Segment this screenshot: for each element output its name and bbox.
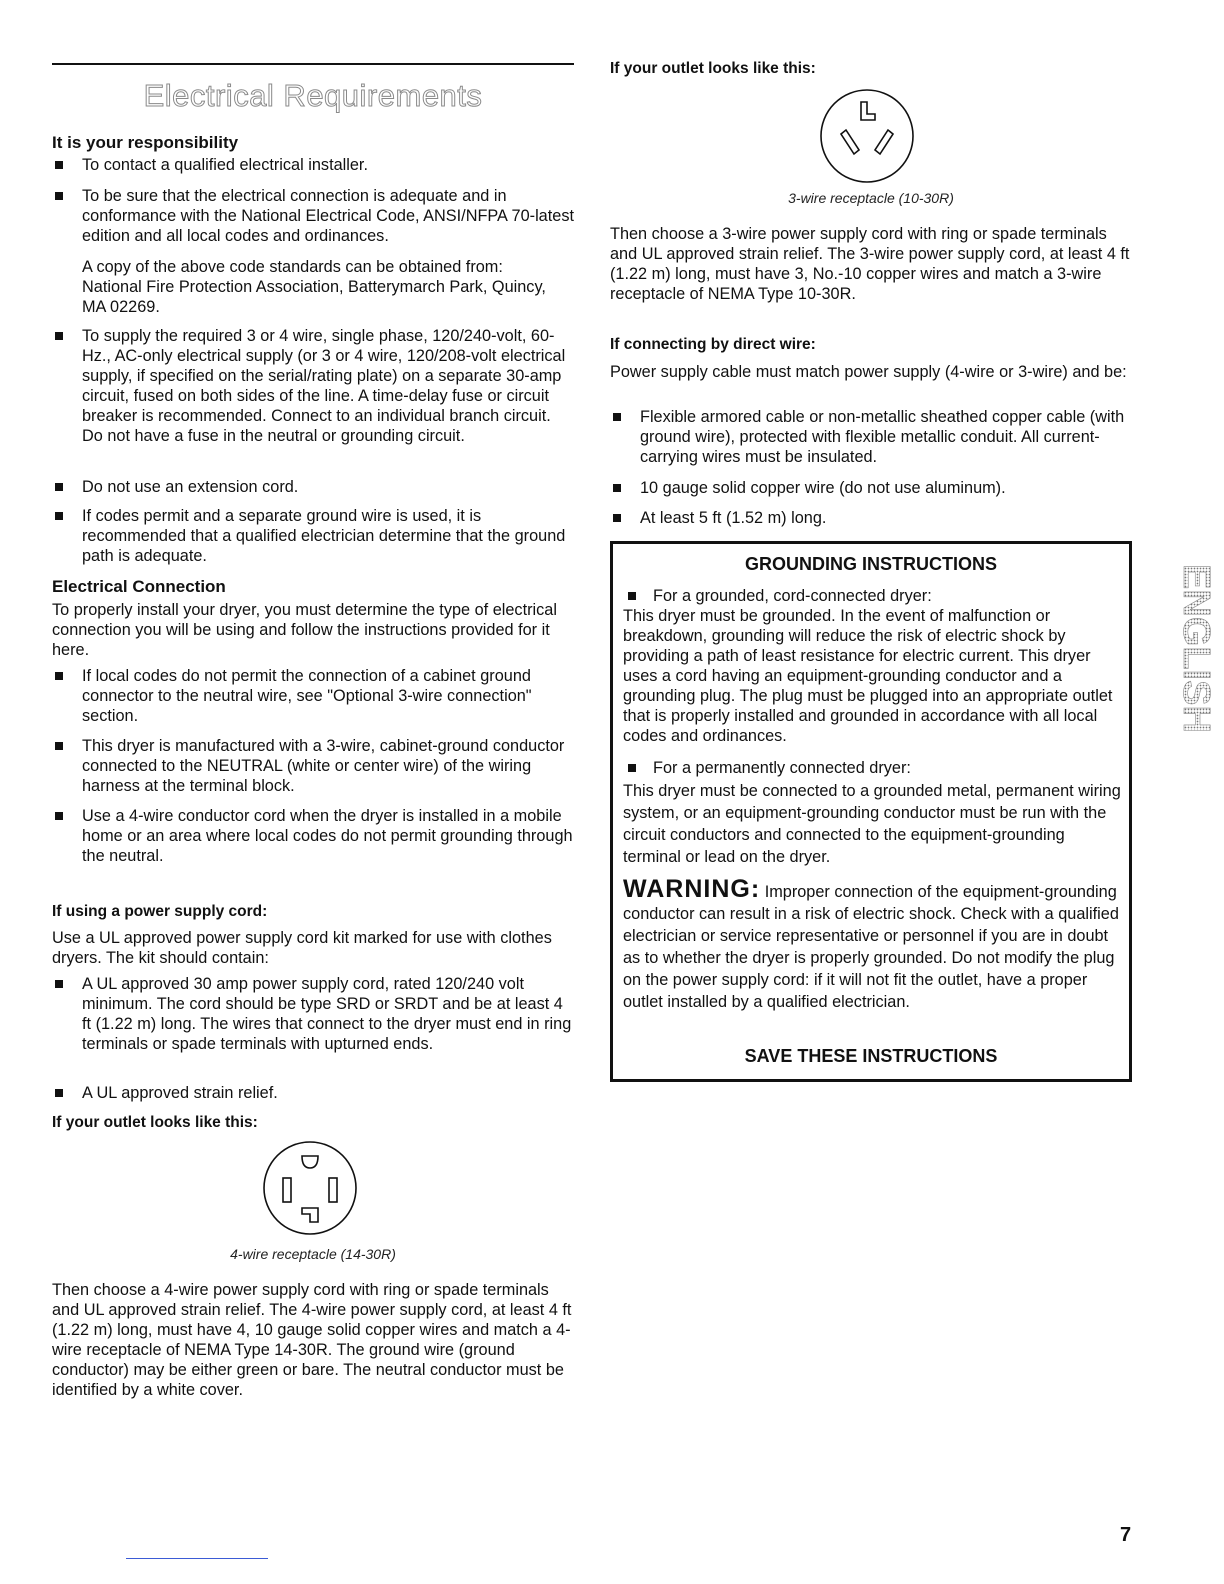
list-item: Flexible armored cable or non-metallic sheathed copper cable (with ground wire), protected with flexible metallic conduit. All current-carrying wires must be insulated. xyxy=(610,407,1132,467)
bullet-icon xyxy=(55,672,63,680)
bullet-icon xyxy=(55,1089,63,1097)
list-item: Use a 4-wire conductor cord when the dryer is installed in a mobile home or an area where local codes do not permit grounding through the neutral. xyxy=(52,806,574,866)
page-number: 7 xyxy=(1120,1524,1132,1546)
list-item: A UL approved 30 amp power supply cord, rated 120/240 volt minimum. The cord should be type SRD or SRDT and be at least 4 ft (1.22 m) long. The wires that connect to the dryer must end in ring terminals or spade terminals with upturned ends. xyxy=(52,974,574,1054)
direct-wire-heading: If connecting by direct wire: xyxy=(610,336,816,353)
list-item: To be sure that the electrical connection is adequate and in conformance with the National Electrical Code, ANSI/NFPA 70-latest edition and all local codes and ordinances. xyxy=(52,186,574,246)
receptacle-3wire-icon xyxy=(819,88,915,184)
grounding-item-2-label: For a permanently connected dryer: xyxy=(623,758,1119,778)
caption-3wire: 3-wire receptacle (10-30R) xyxy=(788,190,954,206)
responsibility-heading: It is your responsibility xyxy=(52,133,239,152)
grounding-item-1-text: This dryer must be grounded. In the event of malfunction or breakdown, grounding will reduce the risk of electric shock by providing a path of least resistance for electric current. This dryer uses a cord having an equipment-grounding conductor and a grounding plug. The plug must be plugged into an appropriate outlet that is properly installed and grounded in accordance with all local codes and ordinances. xyxy=(623,607,1113,745)
grounding-instructions-box xyxy=(610,541,1132,1082)
grounding-item-1-label: For a grounded, cord-connected dryer: xyxy=(623,586,1119,606)
direct-wire-text: Power supply cable must match power supply (4-wire or 3-wire) and be: xyxy=(610,363,1127,381)
bullet-icon xyxy=(628,592,636,600)
outlet-text-4wire: Then choose a 4-wire power supply cord with ring or spade terminals and UL approved strain relief. The 4-wire power supply cord, at least 4 ft (1.22 m) long, must have 4, 10 gauge solid copper wires and match a 4-wire receptacle of NEMA Type 14-30R. The ground wire (ground conductor) may be either green or bare. The neutral conductor must be identified by a white cover. xyxy=(52,1281,572,1399)
bullet-icon xyxy=(55,483,63,491)
outlet-heading-3wire: If your outlet looks like this: xyxy=(610,60,816,77)
bullet-icon xyxy=(55,812,63,820)
side-tab-label: ENGLISH xyxy=(1175,564,1217,733)
bullet-icon xyxy=(55,161,63,169)
bullet-icon xyxy=(55,332,63,340)
grounding-heading: GROUNDING INSTRUCTIONS xyxy=(745,554,997,574)
bullet-icon xyxy=(613,484,621,492)
bullet-icon xyxy=(628,764,636,772)
save-instructions: SAVE THESE INSTRUCTIONS xyxy=(744,1046,998,1066)
language-side-tab xyxy=(1156,562,1217,792)
bullet-icon xyxy=(613,413,621,421)
warning-block xyxy=(623,875,1123,1013)
outlet-text-3wire: Then choose a 3-wire power supply cord with ring or spade terminals and UL approved strain relief. The 3-wire power supply cord, at least 4 ft (1.22 m) long, must have 3, No.-10 copper wires and match a 3-wire receptacle of NEMA Type 10-30R. xyxy=(610,225,1130,303)
bullet-icon xyxy=(613,514,621,522)
bullet-icon xyxy=(55,192,63,200)
outlet-heading-4wire: If your outlet looks like this: xyxy=(52,1114,258,1131)
grounding-item-2-text: This dryer must be connected to a grounded metal, permanent wiring system, or an equipment-grounding conductor must be run with the circuit conductors and connected to the equipment-grounding terminal or lead on the dryer. xyxy=(623,782,1121,866)
receptacle-4wire-icon xyxy=(262,1140,358,1236)
list-item: To supply the required 3 or 4 wire, single phase, 120/240-volt, 60-Hz., AC-only electrical supply (or 3 or 4 wire, 120/208-volt electrical supply, if specified on the serial/rating plate) on a separate 30-amp circuit, fused on both sides of the line. A time-delay fuse or circuit breaker is recommended. Connect to an individual branch circuit. Do not have a fuse in the neutral or grounding circuit. xyxy=(52,326,574,446)
list-item: To contact a qualified electrical installer. xyxy=(52,155,572,175)
electrical-connection-heading: Electrical Connection xyxy=(52,577,226,596)
footer-rule xyxy=(126,1558,268,1559)
list-item: 10 gauge solid copper wire (do not use aluminum). xyxy=(610,478,1132,498)
bullet-icon xyxy=(55,980,63,988)
bullet-icon xyxy=(55,742,63,750)
title-rule xyxy=(52,63,574,65)
warning-text: Improper connection of the equipment-grounding conductor can result in a risk of electric shock. Check with a qualified electrician or service representative or personnel if you are in doubt as to whether the dryer is properly grounded. Do not modify the plug on the power supply cord: if it will not fit the outlet, have a proper outlet installed by a qualified electrician. xyxy=(623,883,1119,1011)
list-item: This dryer is manufactured with a 3-wire, cabinet-ground conductor connected to the NEUTRAL (white or center wire) of the wiring harness at the terminal block. xyxy=(52,736,574,796)
list-item: At least 5 ft (1.52 m) long. xyxy=(610,508,1132,528)
list-item: If local codes do not permit the connection of a cabinet ground connector to the neutral wire, see "Optional 3-wire connection" section. xyxy=(52,666,574,726)
warning-label: WARNING: xyxy=(623,875,761,903)
list-item: Do not use an extension cord. xyxy=(52,477,572,497)
list-item: If codes permit and a separate ground wire is used, it is recommended that a qualified electrician determine that the ground path is adequate. xyxy=(52,506,572,566)
list-item: A UL approved strain relief. xyxy=(52,1083,574,1103)
power-cord-text: Use a UL approved power supply cord kit marked for use with clothes dryers. The kit should contain: xyxy=(52,929,552,967)
electrical-connection-text: To properly install your dryer, you must determine the type of electrical connection you will be using and follow the instructions provided for it here. xyxy=(52,601,557,659)
bullet-icon xyxy=(55,512,63,520)
page-title: Electrical Requirements xyxy=(143,78,483,113)
power-cord-heading: If using a power supply cord: xyxy=(52,903,268,920)
caption-4wire: 4-wire receptacle (14-30R) xyxy=(230,1246,396,1262)
code-note: A copy of the above code standards can be obtained from: National Fire Protection Association, Batterymarch Park, Quincy, MA 02269. xyxy=(82,258,546,316)
